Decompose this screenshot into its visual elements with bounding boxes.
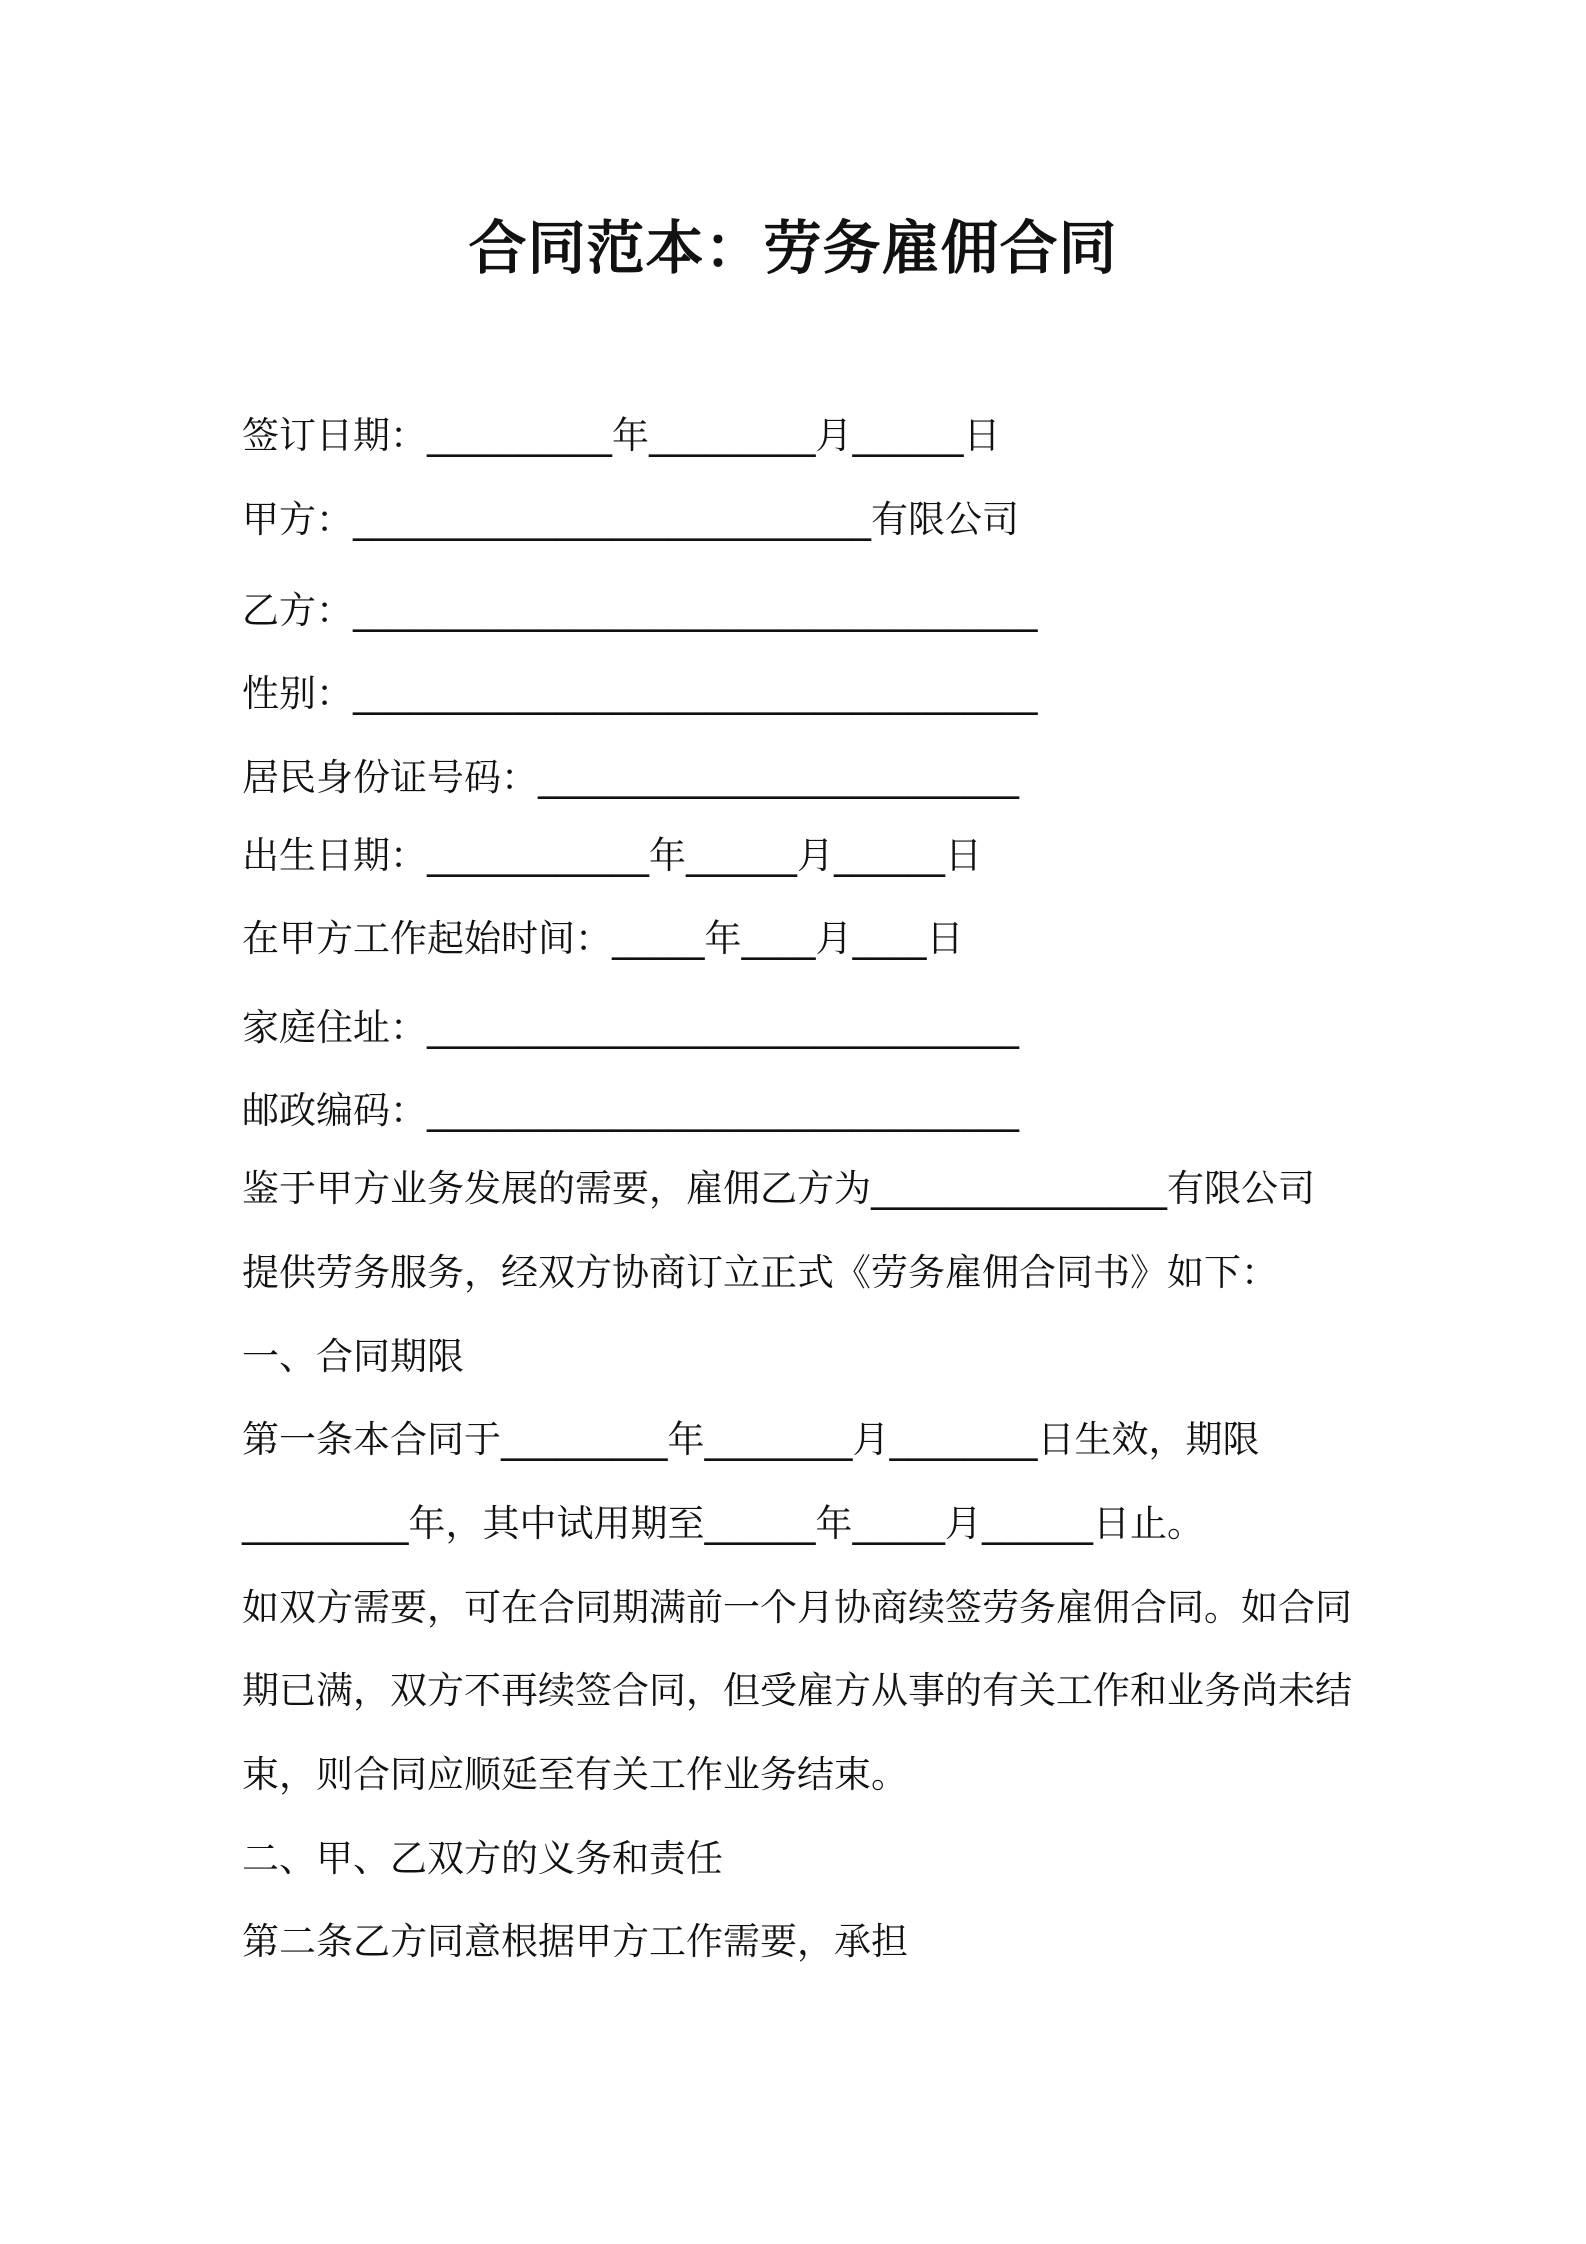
section-heading: 二、甲、乙双方的义务和责任 — [242, 1837, 723, 1880]
section-heading: 一、合同期限 — [242, 1335, 464, 1378]
paragraph-line: 第一条本合同于_________年________月________日生效，期限 — [242, 1418, 1260, 1461]
paragraph-line: 第二条乙方同意根据甲方工作需要，承担 — [242, 1920, 908, 1963]
signing-date-line: 签订日期：__________年_________月______日 — [242, 414, 1001, 457]
home-address-line: 家庭住址：________________________________ — [242, 1006, 1019, 1049]
party-b-line: 乙方：_____________________________________ — [242, 589, 1038, 632]
paragraph-line: 如双方需要，可在合同期满前一个月协商续签劳务雇佣合同。如合同 — [242, 1586, 1352, 1629]
paragraph-line: 期已满，双方不再续签合同，但受雇方从事的有关工作和业务尚未结 — [242, 1669, 1352, 1712]
paragraph-line: 束，则合同应顺延至有关工作业务结束。 — [242, 1753, 908, 1796]
party-a-line: 甲方：____________________________有限公司 — [242, 498, 1019, 541]
paragraph-line: _________年，其中试用期至______年_____月______日止。 — [242, 1502, 1204, 1545]
paragraph-line: 提供劳务服务，经双方协商订立正式《劳务雇佣合同书》如下： — [242, 1251, 1278, 1294]
id-number-line: 居民身份证号码：__________________________ — [242, 756, 1019, 799]
work-start-line: 在甲方工作起始时间：_____年____月____日 — [242, 917, 964, 960]
page-title: 合同范本：劳务雇佣合同 — [468, 214, 1118, 282]
birth-date-line: 出生日期：____________年______月______日 — [242, 834, 982, 877]
postal-code-line: 邮政编码：________________________________ — [242, 1089, 1019, 1132]
gender-line: 性别：_____________________________________ — [242, 672, 1038, 715]
paragraph-line: 鉴于甲方业务发展的需要，雇佣乙方为________________有限公司 — [242, 1167, 1315, 1210]
